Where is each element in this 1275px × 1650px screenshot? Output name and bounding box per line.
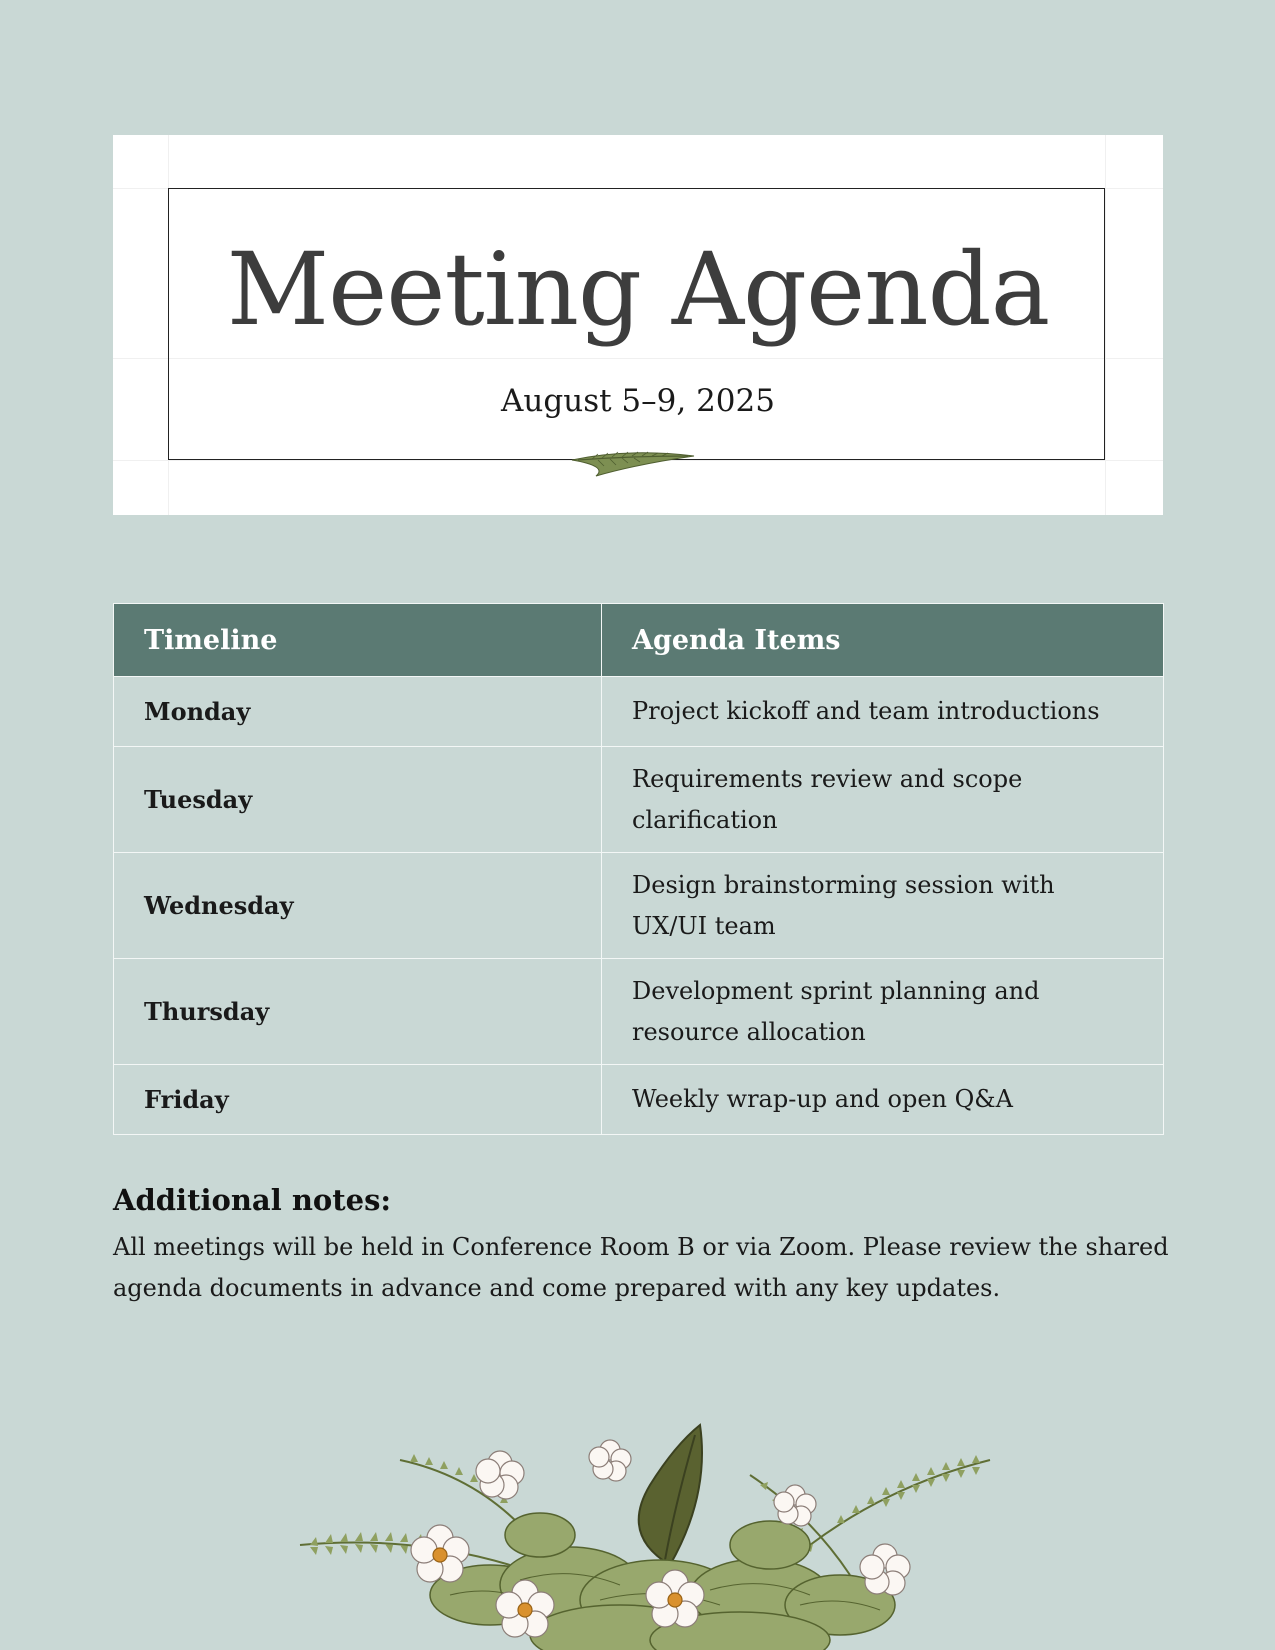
notes-heading: Additional notes: [113, 1183, 392, 1217]
floral-bouquet-icon [290, 1415, 1010, 1650]
day-cell: Wednesday [114, 853, 602, 959]
agenda-item-cell: Project kickoff and team introductions [602, 677, 1164, 747]
table-row [114, 853, 1164, 959]
day-cell: Monday [114, 677, 602, 747]
date-range: August 5–9, 2025 [501, 383, 775, 419]
notes-body: All meetings will be held in Conference Room B or via Zoom. Please review the shared agenda documents in advance and come prepared with any key updates. [113, 1233, 1169, 1302]
agenda-item-cell: Weekly wrap-up and open Q&A [602, 1065, 1164, 1135]
table-row [114, 1065, 1164, 1135]
header-card [113, 135, 1163, 515]
day-cell: Tuesday [114, 747, 602, 853]
agenda-table [113, 603, 1164, 1135]
column-header-agenda-items: Agenda Items [602, 604, 1164, 677]
table-row [114, 677, 1164, 747]
day-cell: Thursday [114, 959, 602, 1065]
table-header-row [114, 604, 1164, 677]
leaf-sprig-icon [568, 442, 698, 478]
agenda-item-cell: Requirements review and scope clarification [602, 747, 1164, 853]
day-cell: Friday [114, 1065, 602, 1135]
column-header-timeline: Timeline [114, 604, 602, 677]
agenda-item-cell: Design brainstorming session with UX/UI team [602, 853, 1164, 959]
agenda-item-cell: Development sprint planning and resource allocation [602, 959, 1164, 1065]
table-row [114, 959, 1164, 1065]
table-row [114, 747, 1164, 853]
page-title: Meeting Agenda [226, 231, 1050, 348]
